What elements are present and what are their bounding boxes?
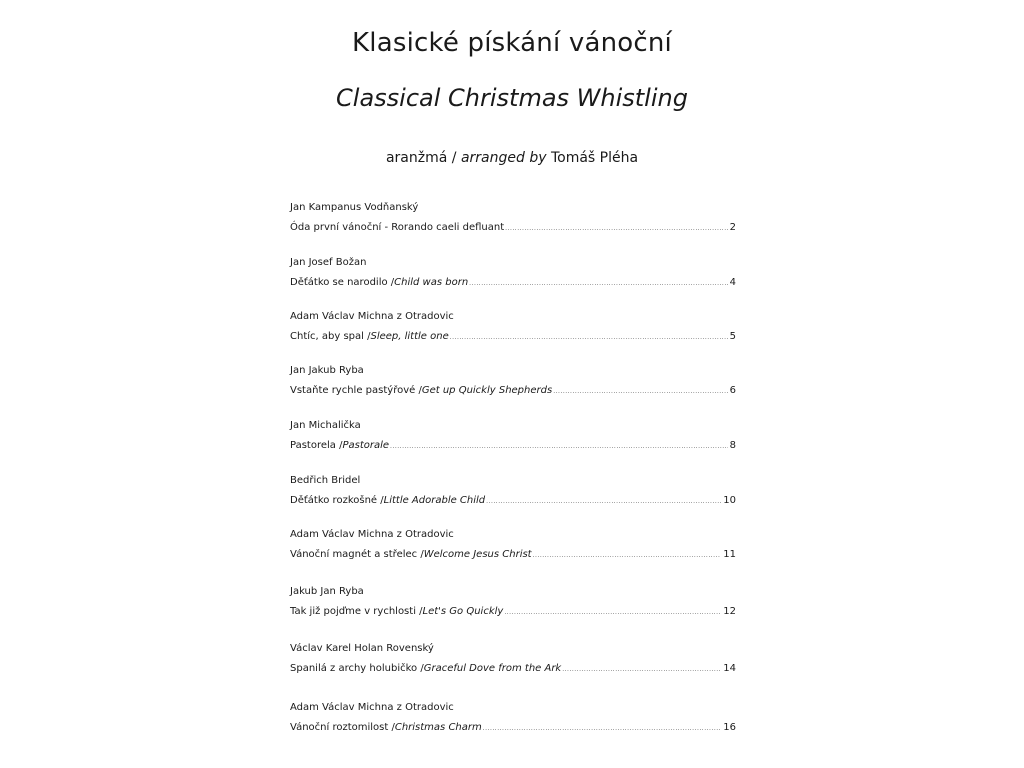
toc-title-cz: Tak již pojďme v rychlosti /: [290, 606, 423, 617]
toc-composer: Jakub Jan Ryba: [290, 586, 364, 597]
toc-page-number: 14: [723, 663, 736, 674]
toc-leader-dots: [504, 605, 721, 621]
toc-composer: Jan Kampanus Vodňanský: [290, 202, 419, 213]
toc-line: [290, 661, 736, 677]
toc-page-number: 10: [723, 495, 736, 506]
toc-entry: [290, 255, 736, 291]
toc-title-en: Pastorale: [342, 440, 390, 451]
toc-leader-dots: [505, 221, 727, 237]
toc-composer: Jan Jakub Ryba: [290, 365, 364, 376]
toc-line: [290, 383, 736, 399]
arranger-italic: arranged by: [460, 150, 547, 166]
toc-title-en: Little Adorable Child: [383, 495, 486, 506]
arranger-name: Tomáš Pléha: [546, 150, 639, 166]
toc-entry: [290, 700, 736, 736]
toc-line: [290, 493, 736, 509]
toc-line: [290, 275, 736, 291]
toc-line: [290, 438, 736, 454]
arranger-line: [0, 150, 1024, 166]
toc-composer: Jan Michalička: [290, 420, 361, 431]
toc-leader-dots: [469, 276, 727, 292]
toc-line: [290, 604, 736, 620]
toc-title-cz: Vánoční roztomilost /: [290, 722, 395, 733]
toc-title-cz: Vstaňte rychle pastýřové /: [290, 385, 422, 396]
toc-title-cz: Děťátko se narodilo /: [290, 277, 395, 288]
toc-entry: [290, 200, 736, 236]
toc-line: [290, 220, 736, 236]
toc-entry: [290, 309, 736, 345]
toc-title-en: Let's Go Quickly: [422, 606, 504, 617]
page-subtitle: Classical Christmas Whistling: [336, 84, 688, 112]
toc-page-number: 8: [729, 440, 736, 451]
toc-leader-dots: [390, 439, 728, 455]
toc-leader-dots: [450, 330, 728, 346]
toc-title-cz: Chtíc, aby spal /: [290, 331, 371, 342]
toc-entry: [290, 473, 736, 509]
toc-title-en: Welcome Jesus Christ: [423, 549, 532, 560]
toc-title-en: Christmas Charm: [394, 722, 482, 733]
toc-entry: [290, 363, 736, 399]
toc-leader-dots: [553, 384, 727, 400]
toc-title-cz: Óda první vánoční - Rorando caeli defluant: [290, 222, 505, 233]
toc-line: [290, 547, 736, 563]
toc-composer: Adam Václav Michna z Otradovic: [290, 529, 454, 540]
toc-page-number: 6: [729, 385, 736, 396]
toc-page-number: 4: [729, 277, 736, 288]
toc-page-number: 5: [729, 331, 736, 342]
toc-composer: Jan Josef Božan: [290, 257, 367, 268]
toc-line: [290, 720, 736, 736]
toc-title-en: Child was born: [394, 277, 469, 288]
toc-composer: Bedřich Bridel: [290, 475, 361, 486]
toc-line: [290, 329, 736, 345]
toc-composer: Adam Václav Michna z Otradovic: [290, 311, 454, 322]
toc-leader-dots: [486, 494, 721, 510]
page-title: Klasické pískání vánoční: [352, 28, 672, 58]
toc-leader-dots: [483, 721, 722, 737]
toc-page-number: 11: [723, 549, 736, 560]
arranger-prefix: aranžmá /: [385, 150, 461, 166]
toc-composer: Adam Václav Michna z Otradovic: [290, 702, 454, 713]
toc-title-en: Sleep, little one: [370, 331, 449, 342]
toc-title-cz: Pastorela /: [290, 440, 343, 451]
toc-page-number: 2: [729, 222, 736, 233]
toc-title-cz: Vánoční magnét a střelec /: [290, 549, 424, 560]
toc-page-number: 16: [723, 722, 736, 733]
toc-composer: Václav Karel Holan Rovenský: [290, 643, 434, 654]
toc-entry: [290, 584, 736, 620]
toc-entry: [290, 527, 736, 563]
toc-leader-dots: [533, 548, 722, 564]
toc-leader-dots: [562, 662, 721, 678]
toc-entry: [290, 641, 736, 677]
toc-page-number: 12: [723, 606, 736, 617]
toc-title-cz: Spanilá z archy holubičko /: [290, 663, 424, 674]
toc-title-cz: Děťátko rozkošné /: [290, 495, 384, 506]
toc-entry: [290, 418, 736, 454]
toc-title-en: Graceful Dove from the Ark: [423, 663, 562, 674]
toc-title-en: Get up Quickly Shepherds: [421, 385, 553, 396]
